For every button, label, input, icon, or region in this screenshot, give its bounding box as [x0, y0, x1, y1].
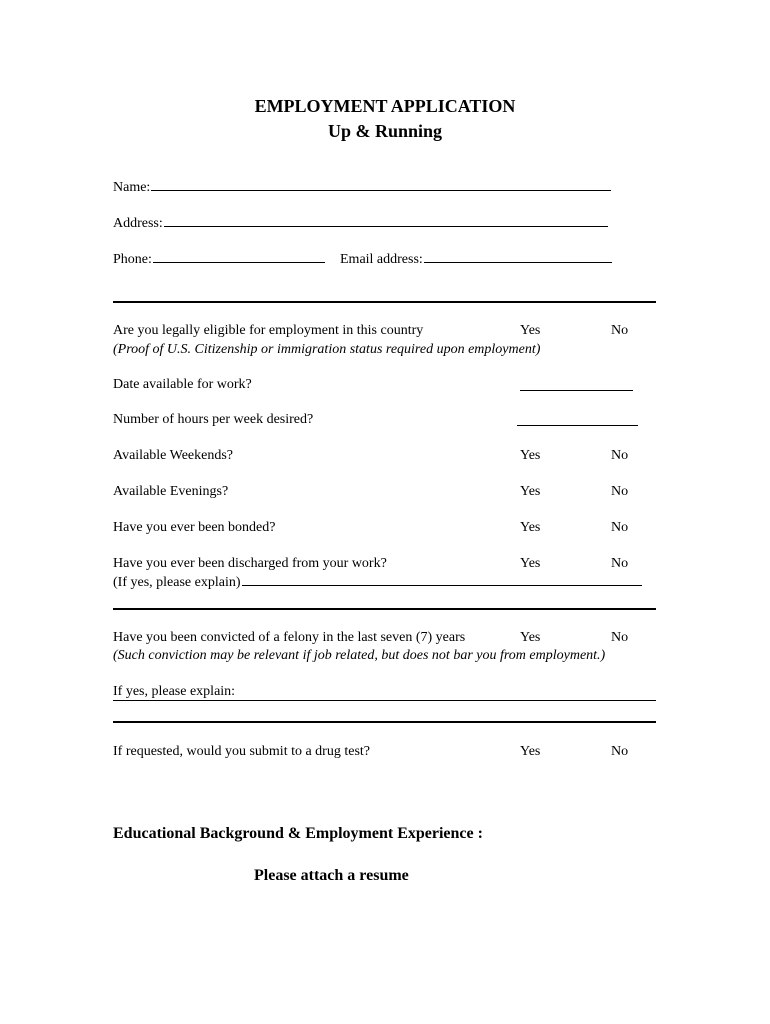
section-divider	[113, 608, 656, 610]
bonded-yes[interactable]: Yes	[520, 520, 541, 535]
felony-yes[interactable]: Yes	[520, 630, 541, 645]
evenings-yes[interactable]: Yes	[520, 484, 541, 499]
email-label: Email address:	[340, 252, 423, 267]
address-field[interactable]	[164, 214, 608, 227]
name-label: Name:	[113, 180, 151, 195]
address-row	[113, 214, 608, 232]
discharged-no[interactable]: No	[611, 556, 629, 571]
discharged-yes[interactable]: Yes	[520, 556, 541, 571]
education-heading: Educational Background & Employment Experience :	[113, 825, 483, 842]
hours-question: Number of hours per week desired?	[113, 412, 314, 427]
felony-explain-line-1[interactable]	[113, 700, 656, 701]
eligible-no[interactable]: No	[611, 323, 629, 338]
phone-row	[113, 250, 325, 268]
email-field[interactable]	[424, 250, 612, 263]
eligible-question: Are you legally eligible for employment in this country	[113, 323, 424, 338]
name-row	[113, 178, 611, 196]
hours-field[interactable]	[517, 412, 638, 426]
phone-label: Phone:	[113, 252, 152, 267]
discharged-question: Have you ever been discharged from your work?	[113, 556, 387, 571]
felony-explain-label: If yes, please explain:	[113, 684, 236, 699]
page-subtitle: Up & Running	[327, 121, 443, 141]
discharged-explain-row	[113, 573, 642, 591]
resume-note: Please attach a resume	[254, 867, 409, 884]
address-label: Address:	[113, 216, 163, 231]
bonded-no[interactable]: No	[611, 520, 629, 535]
felony-question: Have you been convicted of a felony in the last seven (7) years	[113, 630, 466, 645]
felony-explain-line-2[interactable]	[113, 721, 656, 723]
weekends-no[interactable]: No	[611, 448, 629, 463]
discharged-explain-label: (If yes, please explain)	[113, 575, 241, 590]
phone-field[interactable]	[153, 250, 325, 263]
drug-test-yes[interactable]: Yes	[520, 744, 541, 759]
bonded-question: Have you ever been bonded?	[113, 520, 276, 535]
felony-no[interactable]: No	[611, 630, 629, 645]
weekends-yes[interactable]: Yes	[520, 448, 541, 463]
weekends-question: Available Weekends?	[113, 448, 234, 463]
eligible-note: (Proof of U.S. Citizenship or immigration status required upon employment)	[113, 342, 541, 357]
section-divider	[113, 301, 656, 303]
evenings-question: Available Evenings?	[113, 484, 229, 499]
drug-test-no[interactable]: No	[611, 744, 629, 759]
name-field[interactable]	[151, 178, 611, 191]
date-available-question: Date available for work?	[113, 377, 252, 392]
drug-test-question: If requested, would you submit to a drug test?	[113, 744, 371, 759]
discharged-explain-field[interactable]	[242, 573, 642, 586]
eligible-yes[interactable]: Yes	[520, 323, 541, 338]
page-title: EMPLOYMENT APPLICATION	[254, 96, 516, 116]
felony-note: (Such conviction may be relevant if job related, but does not bar you from employment.)	[113, 648, 606, 663]
date-available-field[interactable]	[520, 377, 633, 391]
evenings-no[interactable]: No	[611, 484, 629, 499]
email-row	[340, 250, 612, 268]
